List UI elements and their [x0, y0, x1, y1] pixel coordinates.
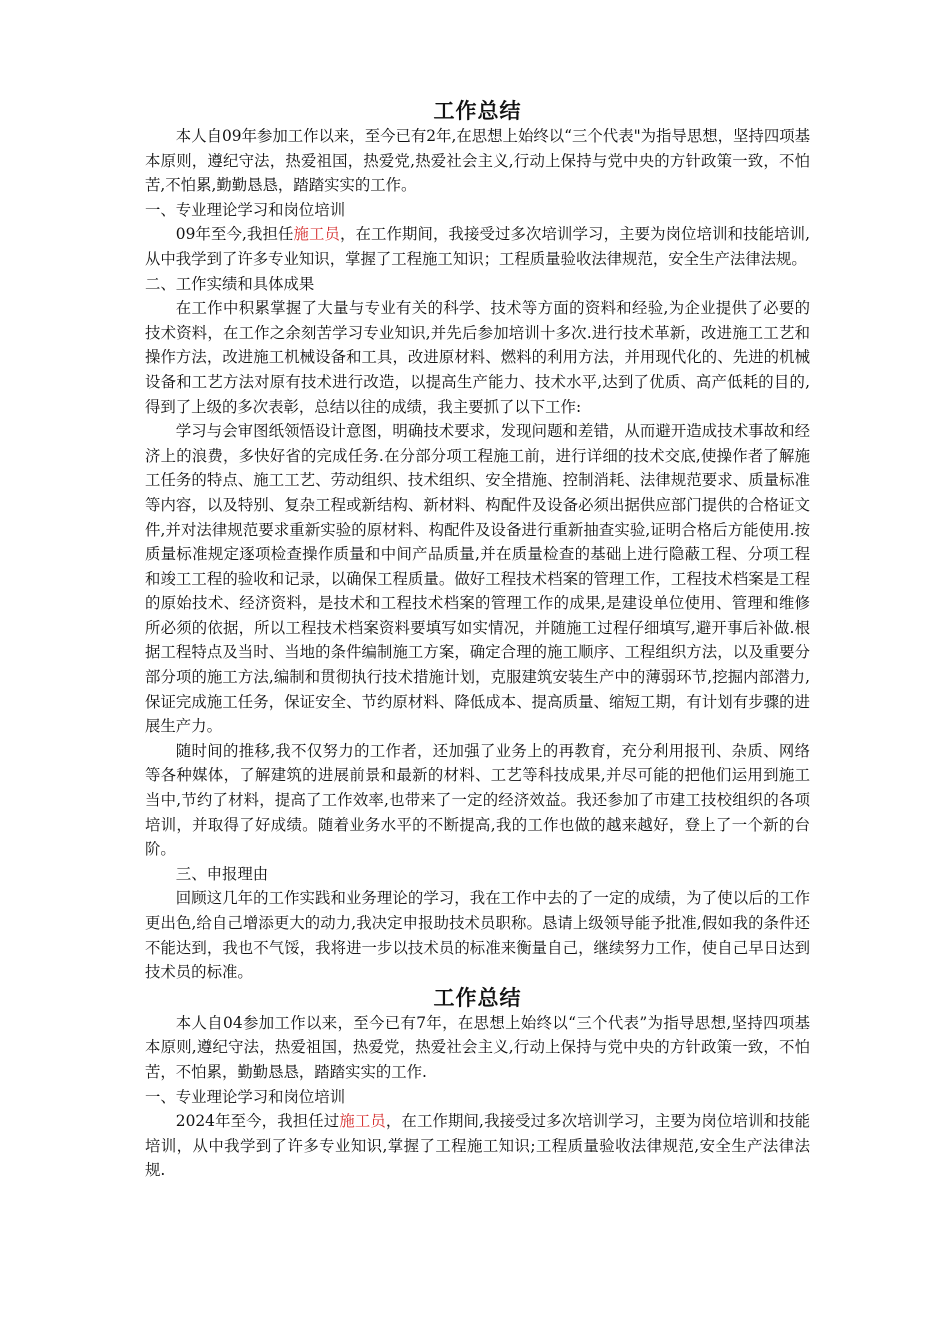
document-title-2: 工作总结 — [433, 985, 522, 1010]
intro-paragraph-2: 本人自04参加工作以来，至今已有7年，在思想上始终以“三个代表”为指导思想,坚持四项基本原则,遵纪守法，热爱祖国，热爱党，热爱社会主义,行动上保持与党中央的方针政策一致，不怕苦，不怕累，勤勤恳恳，踏踏实实的工作. — [145, 1013, 810, 1081]
section-heading-achievements: 二、工作实绩和具体成果 — [145, 274, 315, 293]
section-heading-training-2: 一、专业理论学习和岗位培训 — [145, 1087, 346, 1106]
highlighted-role-2: 施工员 — [339, 1112, 386, 1131]
document-page — [145, 98, 810, 1183]
training-text-before-2: 2024年至今，我担任过 — [175, 1112, 340, 1131]
intro-paragraph: 本人自09年参加工作以来，至今已有2年,在思想上始终以“三个代表"为指导思想，坚持四项基本原则，遵纪守法，热爱祖国，热爱党,热爱社会主义,行动上保持与党中央的方针政策一致，不怕苦,不怕累,勤勤恳恳，踏踏实实的工作。 — [145, 127, 810, 195]
training-text-after: ，在工作期间，我接受过多次培训学习，主要为岗位培训和技能培训,从中我学到了许多专业知识，掌握了工程施工知识；工程质量验收法律规范，安全生产法律法规。 — [145, 225, 810, 268]
training-text-before: 09年至今,我担任 — [175, 225, 294, 244]
section-heading-application: 三、申报理由 — [175, 864, 269, 883]
training-paragraph — [145, 222, 810, 271]
achievements-paragraph: 在工作中积累掌握了大量与专业有关的科学、技术等方面的资料和经验,为企业提供了必要的技术资料，在工作之余刻苦学习专业知识,并先后参加培训十多次.进行技术革新，改进施工工艺和操作方法，改进施工机械设备和工具，改进原材料、燃料的利用方法，并用现代化的、先进的机械设备和工艺方法对原有技术进行改造，以提高生产能力、技术水平,达到了优质、高产低耗的目的,得到了上级的多次表彰，总结以往的成绩，我主要抓了以下工作: — [145, 299, 810, 416]
training-paragraph-2 — [145, 1109, 810, 1183]
training-text-after-2: ，在工作期间,我接受过多次培训学习，主要为岗位培训和技能培训，从中我学到了许多专业知识,掌握了工程施工知识;工程质量验收法律规范,安全生产法律法规. — [145, 1112, 810, 1180]
highlighted-role: 施工员 — [293, 225, 341, 244]
document-title: 工作总结 — [433, 99, 522, 123]
technical-work-paragraph: 学习与会审图纸领悟设计意图，明确技术要求，发现问题和差错，从而避开造成技术事故和经济上的浪费，多快好省的完成任务.在分部分项工程施工前，进行详细的技术交底,使操作者了解施工任务的特点、施工工艺、劳动组织、技术组织、安全措施、控制消耗、法律规范要求、质量标准等内容，以及特别、复杂工程或新结构、新材料、构配件及设备必须出据供应部门提供的合格证文件,并对法律规范要求重新实验的原材料、构配件及设备进行重新抽查实验,证明合格后方能使用.按质量标准规定逐项检查操作质量和中间产品质量,并在质量检查的基础上进行隐蔽工程、分项工程和竣工工程的验收和记录，以确保工程质量。做好工程技术档案的管理工作，工程技术档案是工程的原始技术、经济资料，是技术和工程技术档案的管理工作的成果,是建设单位使用、管理和维修所必须的依据，所以工程技术档案资料要填写如实情况，并随施工过程仔细填写,避开事后补做.根据工程特点及当时、当地的条件编制施工方案，确定合理的施工顺序、工程组织方法，以及重要分部分项的施工方法,编制和贯彻执行技术措施计划，克服建筑安装生产中的薄弱环节,挖掘内部潜力,保证完成施工任务，保证安全、节约原材料、降低成本、提高质量、缩短工期，有计划有步骤的进展生产力。 — [145, 422, 810, 736]
continuing-education-paragraph: 随时间的推移,我不仅努力的工作者，还加强了业务上的再教育，充分利用报刊、杂质、网络等各种媒体，了解建筑的进展前景和最新的材料、工艺等科技成果,并尽可能的把他们运用到施工当中,节约了材料，提高了工作效率,也带来了一定的经济效益。我还参加了市建工技校组织的各项培训，并取得了好成绩。随着业务水平的不断提高,我的工作也做的越来越好，登上了一个新的台阶。 — [145, 741, 810, 859]
section-heading-training: 一、专业理论学习和岗位培训 — [145, 200, 346, 219]
application-paragraph: 回顾这几年的工作实践和业务理论的学习，我在工作中去的了一定的成绩，为了使以后的工作更出色,给自己增添更大的动力,我决定申报助技术员职称。恳请上级领导能予批准,假如我的条件还不能达到，我也不气馁，我将进一步以技术员的标准来衡量自己，继续努力工作，使自己早日达到技术员的标准。 — [145, 889, 810, 982]
